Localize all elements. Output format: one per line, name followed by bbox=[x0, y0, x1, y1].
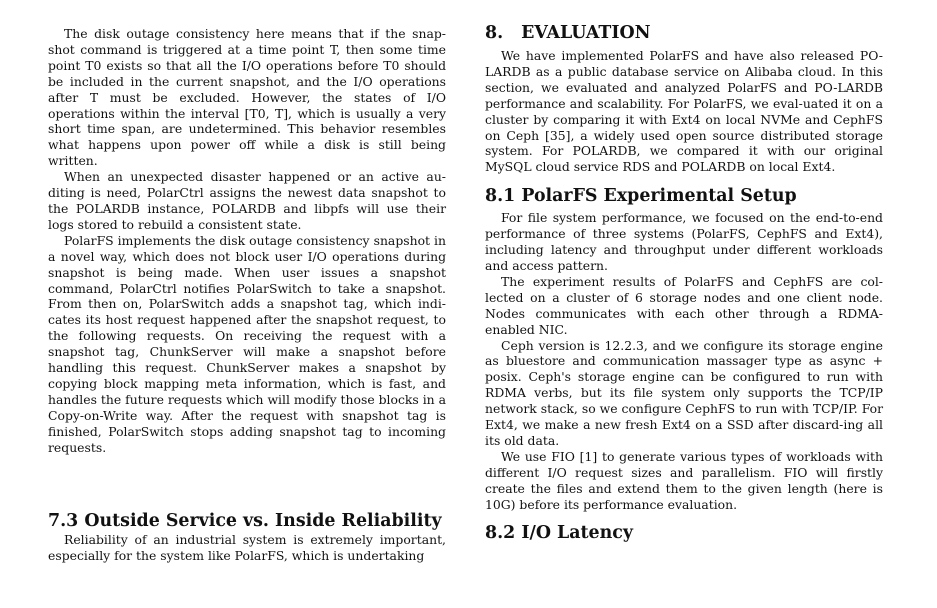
section-number: 7.3 bbox=[48, 511, 79, 532]
section-title: Outside Service vs. Inside Reliability bbox=[84, 511, 442, 532]
column-spacer bbox=[48, 455, 446, 510]
paragraph-cluster-setup: The experiment results of PolarFS and CephFS are col-lected on a cluster of 6 storage nodes and one client node. Nodes communicates with each other through a RDMA-enabled NIC. bbox=[485, 273, 883, 337]
section-number: 8.2 bbox=[485, 523, 516, 544]
section-heading-8 bbox=[485, 22, 883, 44]
paragraph-ceph-config: Ceph version is 12.2.3, and we configure its storage engine as bluestore and communication massager type as async + posix. Ceph's storage engine can be configured to run with RDMA verbs, but its file system only supports the TCP/IP network stack, so we configure CephFS to run with TCP/IP. For Ext4, we make a new fresh Ext4 on a SSD after discard-ing all its old data. bbox=[485, 337, 883, 448]
section-title: PolarFS Experimental Setup bbox=[521, 186, 797, 207]
paragraph-disaster-recovery: When an unexpected disaster happened or an active au-diting is need, PolarCtrl assigns the newest data snapshot to the POLARDB instance, POLARDB and libpfs will use their logs stored to rebuild a consistent state. bbox=[48, 169, 446, 232]
section-heading-8-1 bbox=[485, 185, 883, 207]
paragraph-evaluation-intro: We have implemented PolarFS and have also released PO-LARDB as a public database service on Alibaba cloud. In this section, we evaluated and analyzed PolarFS and PO-LARDB performance and scalability. For PolarFS, we eval-uated it on a cluster by comparing it with Ext4 on local NVMe and CephFS on Ceph [35], a widely used open source distributed storage system. For POLARDB, we compared it with our original MySQL cloud service RDS and POLARDB on local Ext4. bbox=[485, 48, 883, 175]
section-heading-8-2 bbox=[485, 522, 883, 544]
paragraph-disk-outage-consistency: The disk outage consistency here means that if the snap-shot command is triggered at a time point T, then some time point T0 exists so that all the I/O operations before T0 should be included in the current snapshot, and the I/O operations after T must be excluded. However, the states of I/O operations within the interval [T0, T], which is usually a very short time span, are undetermined. This behavior resembles what happens upon power off while a disk is still being written. bbox=[48, 26, 446, 169]
section-number: 8. bbox=[485, 23, 504, 43]
section-title: I/O Latency bbox=[521, 523, 633, 544]
paragraph-fs-performance: For file system performance, we focused on the end-to-end performance of three systems (PolarFS, CephFS and Ext4), including latency and throughput under different workloads and access pattern. bbox=[485, 210, 883, 273]
section-title: EVALUATION bbox=[521, 23, 651, 43]
paragraph-fio: We use FIO [1] to generate various types of workloads with different I/O request sizes and parallelism. FIO will firstly create the files and extend them to the given length (here is 10G) before its performance evaluation. bbox=[485, 448, 883, 512]
left-column bbox=[48, 26, 446, 564]
right-column bbox=[485, 22, 883, 547]
paragraph-reliability: Reliability of an industrial system is extremely important, especially for the system like PolarFS, which is undertaking bbox=[48, 532, 446, 564]
section-heading-7-3 bbox=[48, 510, 446, 532]
paragraph-snapshot-implementation: PolarFS implements the disk outage consistency snapshot in a novel way, which does not block user I/O operations during snapshot is being made. When user issues a snapshot command, PolarCtrl notifies PolarSwitch to take a snapshot. From then on, PolarSwitch adds a snapshot tag, which indi-cates its host request happened after the snapshot request, to the following requests. On receiving the request with a snapshot tag, ChunkServer will make a snapshot before handling this request. ChunkServer makes a snapshot by copying block mapping meta information, which is fast, and handles the future requests which will modify those blocks in a Copy-on-Write way. After the request with snapshot tag is finished, PolarSwitch stops adding snapshot tag to incoming requests. bbox=[48, 232, 446, 455]
section-number: 8.1 bbox=[485, 186, 516, 207]
